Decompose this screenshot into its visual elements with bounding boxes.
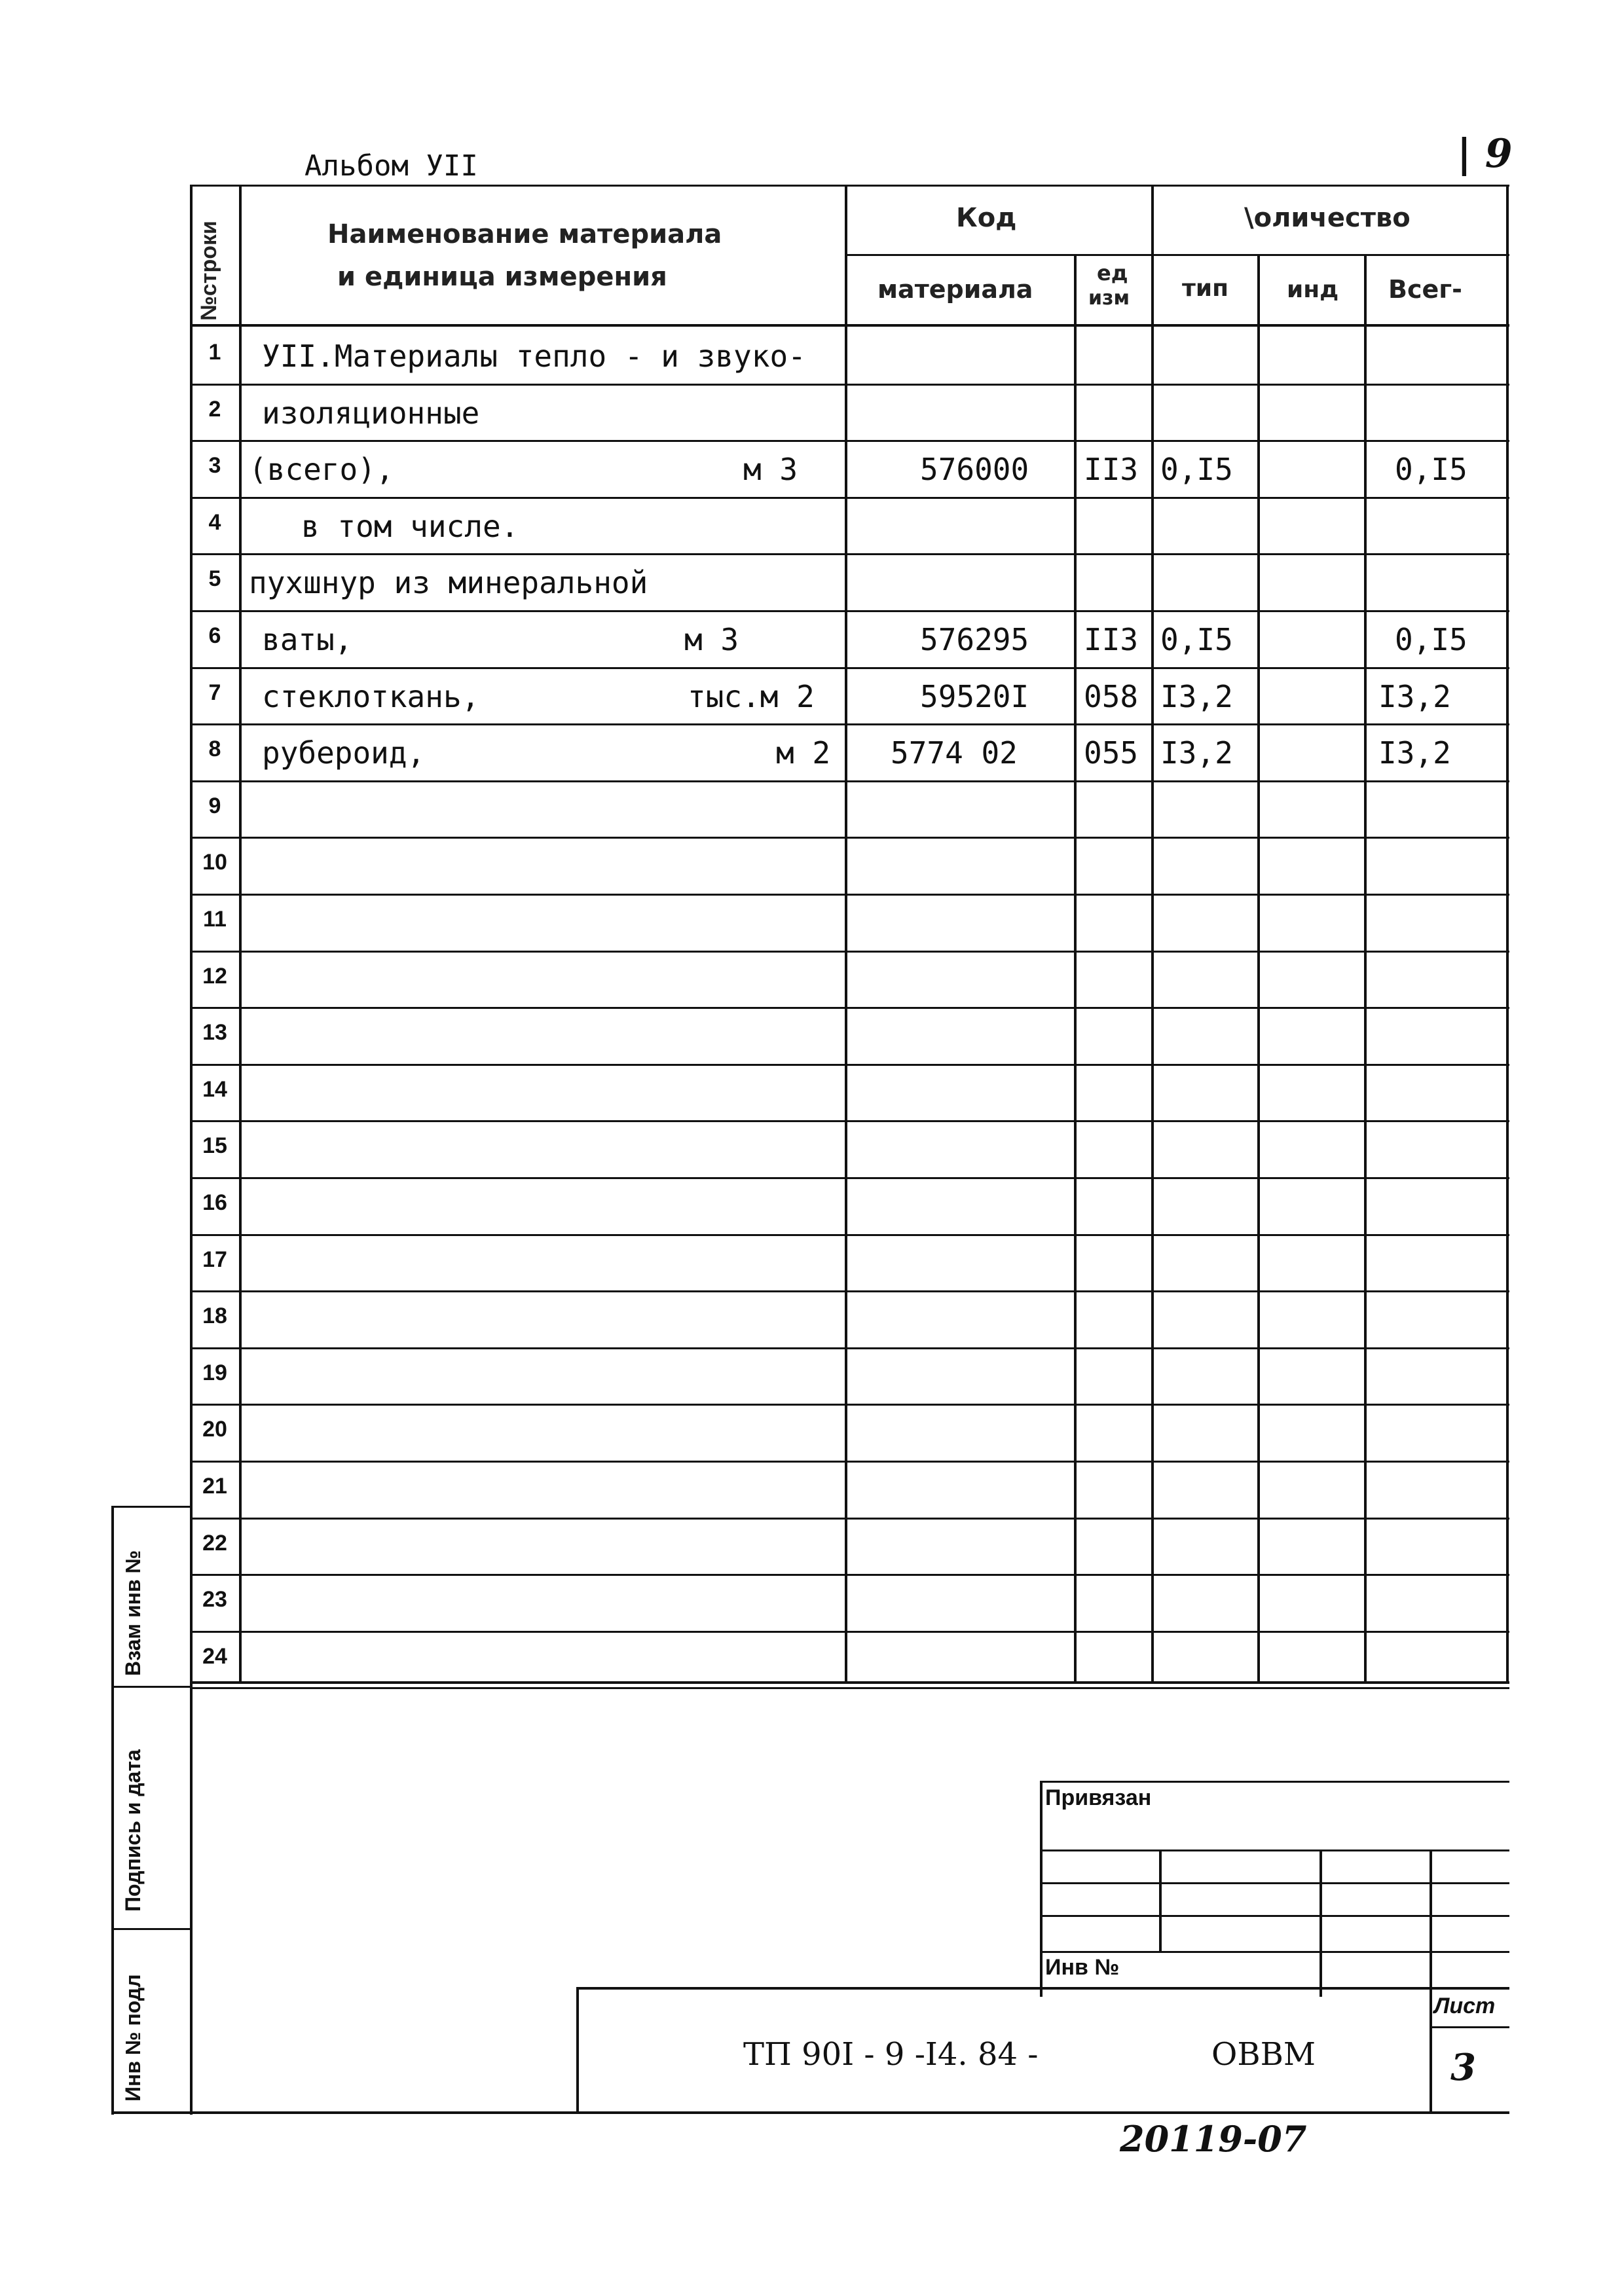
unit-code: II3	[1084, 622, 1139, 657]
quantity-type: 0,I5	[1160, 452, 1233, 488]
header-code: Код	[956, 203, 1017, 233]
document-designation: ТП 90I - 9 -I4. 84 -	[743, 2036, 1039, 2073]
row-number: 22	[202, 1530, 227, 1556]
row-divider	[190, 837, 1509, 839]
material-name: пухшнур из минеральной	[249, 565, 648, 601]
row-number: 7	[208, 680, 221, 705]
row-number: 23	[202, 1587, 227, 1613]
row-number: 11	[203, 907, 227, 932]
row-number: 1	[208, 340, 221, 365]
material-name: в том числе.	[301, 508, 519, 544]
row-divider	[190, 723, 1509, 725]
quantity-type: I3,2	[1160, 678, 1233, 714]
row-number: 15	[202, 1133, 227, 1159]
row-number: 14	[202, 1076, 227, 1102]
row-divider	[190, 1687, 1509, 1689]
row-divider	[190, 1007, 1509, 1009]
material-name: изоляционные	[262, 395, 480, 431]
header-unit-line2: изм	[1088, 287, 1130, 310]
header-name-line1: Наименование материала	[327, 219, 722, 249]
list-label: Лист	[1434, 1994, 1496, 2018]
row-divider	[190, 1518, 1509, 1520]
row-divider	[190, 1177, 1509, 1179]
row-divider	[190, 951, 1509, 953]
stamp-vzam-inv: Взам инв №	[121, 1550, 145, 1676]
row-divider	[190, 610, 1509, 612]
material-unit: м 2	[776, 735, 831, 771]
unit-code: II3	[1084, 452, 1139, 488]
stamp-podpis-data: Подпись и дата	[121, 1749, 145, 1912]
row-divider	[190, 1120, 1509, 1122]
list-value: 3	[1450, 2046, 1476, 2089]
row-divider	[190, 384, 1509, 386]
row-number: 2	[208, 396, 221, 422]
inv-no-label: Инв №	[1045, 1955, 1120, 1980]
header-row-number: №строки	[196, 221, 221, 321]
material-code: 5774 02	[891, 735, 1018, 771]
material-unit: м 3	[743, 452, 798, 488]
row-number: 24	[202, 1643, 227, 1669]
quantity-total: I3,2	[1378, 735, 1451, 771]
quantity-type: I3,2	[1160, 735, 1233, 771]
material-unit: тыс.м 2	[688, 678, 815, 714]
row-divider	[190, 1064, 1509, 1066]
privyazan-label: Привязан	[1045, 1785, 1152, 1810]
album-title: Альбом УII	[304, 149, 478, 183]
stamp-inv-podl: Инв № подл	[121, 1974, 145, 2102]
row-number: 3	[208, 453, 221, 479]
row-divider	[190, 1631, 1509, 1633]
material-name: рубероид,	[262, 735, 426, 771]
header-unit-line1: ед	[1097, 261, 1128, 285]
header-name-line2: и единица измерения	[337, 262, 667, 292]
material-name: (всего),	[249, 452, 394, 488]
row-number: 16	[202, 1190, 227, 1215]
row-divider	[190, 1574, 1509, 1576]
unit-code: 058	[1084, 678, 1139, 714]
row-number: 9	[208, 793, 221, 818]
row-number: 6	[208, 623, 221, 648]
row-divider	[190, 440, 1509, 442]
row-number: 18	[202, 1303, 227, 1329]
material-code: 576295	[920, 622, 1029, 657]
header-material-code: материала	[877, 275, 1033, 304]
material-name: ваты,	[262, 622, 353, 657]
quantity-total: 0,I5	[1395, 452, 1467, 488]
row-divider	[190, 1234, 1509, 1236]
material-code: 576000	[920, 452, 1029, 488]
row-number: 12	[202, 963, 227, 989]
page-number: | 9	[1457, 131, 1513, 177]
row-divider	[190, 1461, 1509, 1463]
header-quantity: \оличество	[1244, 203, 1411, 233]
header-total: Всег-	[1388, 275, 1462, 304]
row-divider	[190, 1347, 1509, 1349]
material-unit: м 3	[684, 622, 739, 657]
material-name: УII.Материалы тепло - и звуко-	[262, 338, 806, 374]
row-divider	[190, 1290, 1509, 1292]
row-divider	[190, 667, 1509, 669]
quantity-type: 0,I5	[1160, 622, 1233, 657]
row-divider	[190, 553, 1509, 555]
unit-code: 055	[1084, 735, 1139, 771]
row-number: 19	[202, 1360, 227, 1385]
header-individual: инд	[1287, 276, 1339, 303]
quantity-total: I3,2	[1378, 678, 1451, 714]
row-number: 13	[202, 1020, 227, 1046]
footer-note: 20119-07	[1120, 2118, 1307, 2160]
row-divider	[190, 1404, 1509, 1406]
row-number: 8	[208, 737, 221, 762]
row-number: 10	[202, 850, 227, 875]
material-name: стеклоткань,	[262, 678, 480, 714]
row-number: 5	[208, 566, 221, 592]
row-divider	[190, 780, 1509, 782]
row-number: 20	[202, 1417, 227, 1442]
header-type: тип	[1182, 275, 1228, 302]
row-divider	[190, 894, 1509, 896]
material-code: 59520I	[920, 678, 1029, 714]
quantity-total: 0,I5	[1395, 622, 1467, 657]
row-number: 21	[202, 1474, 227, 1499]
row-divider	[190, 497, 1509, 499]
row-number: 17	[202, 1247, 227, 1272]
row-number: 4	[208, 509, 221, 535]
document-suffix: ОВВМ	[1211, 2036, 1316, 2073]
